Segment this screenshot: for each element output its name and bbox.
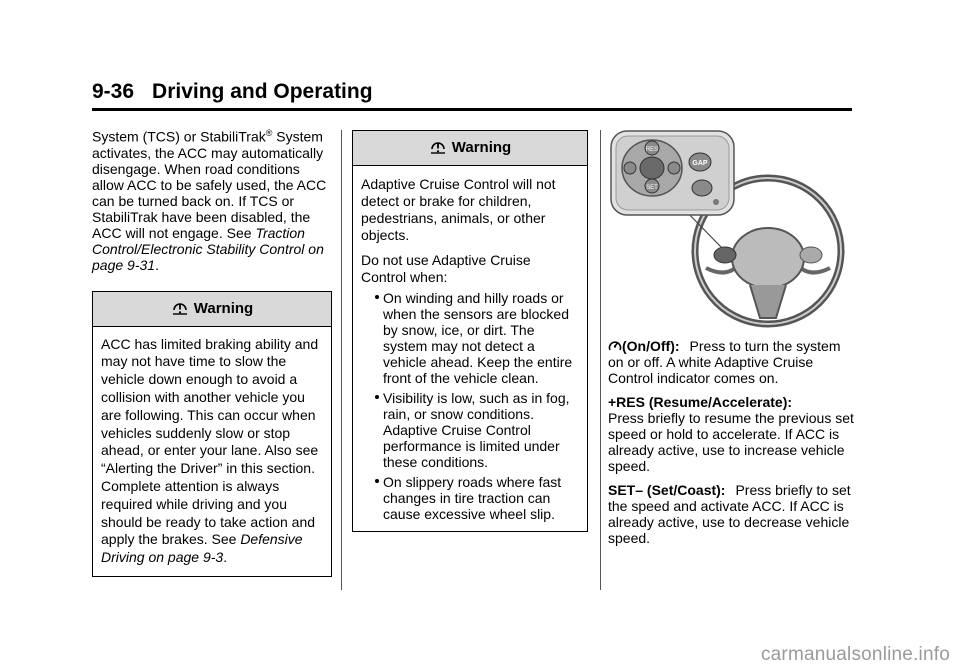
entry-description: Press to turn the system on or off. A white Adaptive Cruise Control indicator comes on. (608, 338, 841, 386)
warning-body (353, 166, 587, 531)
intro-paragraph (92, 125, 332, 273)
entry-resume-accelerate (608, 395, 856, 474)
page-number: 9-36 (92, 80, 135, 103)
footer-watermark: carmanualsonline.info (760, 644, 950, 665)
entry-description: Press briefly to resume the previous set speed or hold to accelerate. If ACC is already active, use to increase vehicle speed. (608, 410, 854, 474)
column-divider-1 (341, 130, 342, 590)
warning-paragraph-2: Do not use Adaptive Cruise Control when: (361, 252, 531, 285)
entry-term: +RES (Resume/Accelerate): (608, 394, 793, 411)
warning-icon (429, 139, 447, 157)
warning-title: Warning (193, 299, 254, 317)
column-middle (352, 130, 588, 532)
entry-term: (On/Off): (622, 338, 680, 354)
page-header (92, 78, 852, 111)
warning-header (93, 292, 331, 327)
column-divider-2 (600, 130, 601, 590)
control-inset (611, 131, 734, 215)
column-left (92, 125, 332, 577)
intro-text-rest: System activates, the ACC may automatically disengage. When road conditions allow ACC to be safely used, the ACC can be turned back on. If TCS or StabiliTrak have been disabled, the ACC will not engage. See (92, 128, 327, 241)
warning-text: ACC has limited braking ability and may not have time to slow the vehicle down enough to avoid a collision with another vehicle you are following. This can occur when vehicles suddenly slow or stop ahead, or enter your lane. Also see “Alerting the Driver” in this section. Complete attention is always required while driving and you should be ready to take action and apply the brakes. See (101, 335, 319, 548)
warning-header (353, 131, 587, 166)
warning-body (93, 327, 331, 576)
warning-paragraph-1: Adaptive Cruise Control will not detect or brake for children, pedestrians, animals, or other objects. (361, 176, 556, 243)
steering-wheel-illustration (610, 130, 856, 328)
set-button-label: SET (646, 185, 658, 191)
warning-cross-reference[interactable]: Defensive Driving on page 9-3 (101, 531, 303, 566)
warning-bullet-list (361, 290, 579, 522)
warning-box-detection (352, 130, 588, 532)
warning-end: . (223, 549, 228, 566)
bullet-icon (375, 395, 379, 399)
entry-on-off (608, 339, 856, 386)
bullet-item: On winding and hilly roads or when the sensors are blocked by snow, ice, or dirt. The system may not detect a vehicle ahead. Keep the entire front of the vehicle clean. (361, 290, 579, 386)
gap-button-label: GAP (692, 160, 708, 167)
intro-cross-reference[interactable]: Traction Control/Electronic Stability Control on page 9-31 (92, 224, 324, 273)
bullet-icon (375, 479, 379, 483)
column-right (608, 130, 856, 547)
entry-description: Press briefly to set the speed and activate ACC. If ACC is already active, use to decrease vehicle speed. (608, 482, 851, 546)
registered-mark: ® (265, 128, 273, 138)
entry-set-coast (608, 483, 856, 546)
warning-box-braking (92, 291, 332, 577)
section-title: Driving and Operating (152, 80, 373, 103)
bullet-icon (375, 295, 379, 299)
intro-text: System (TCS) or StabiliTrak (92, 128, 266, 145)
header-rule (92, 108, 852, 111)
page-title (92, 78, 852, 106)
res-button-label: RES (645, 147, 659, 153)
entry-term: SET– (Set/Coast): (608, 482, 726, 499)
warning-icon (171, 300, 189, 318)
bullet-item: Visibility is low, such as in fog, rain, or snow conditions. Adaptive Cruise Control performance is limited under these conditions. (361, 390, 579, 470)
bullet-item: On slippery roads where fast changes in tire traction can cause excessive wheel slip. (361, 474, 579, 522)
warning-title: Warning (451, 139, 512, 156)
intro-end: . (155, 256, 159, 273)
cruise-control-icon (608, 339, 622, 353)
